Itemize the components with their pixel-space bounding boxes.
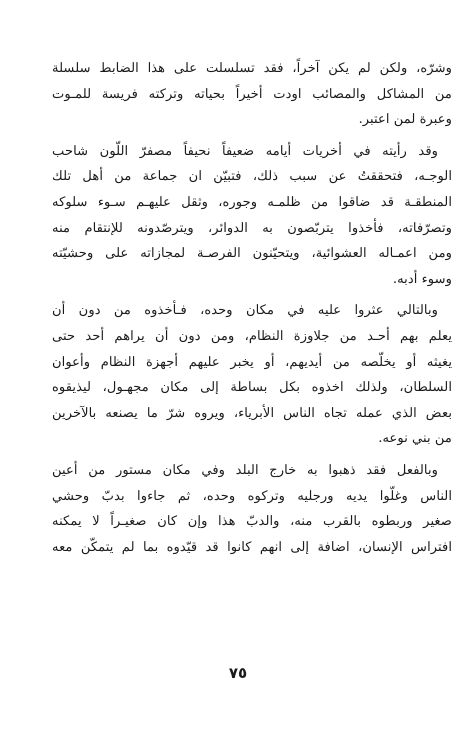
body-text <box>52 56 452 560</box>
text-line: من المشاكل والمصائب اودت أخيراً بحياته وتركته فريسة للمـوت <box>52 86 452 102</box>
text-line: الناس وغلّوا يديه ورجليه وتركوه وحده، ثم جاءوا بدبّ وحشي <box>52 488 452 504</box>
paragraph <box>52 298 452 452</box>
text-line: وبالتالي عثروا عليه في مكان وحده، فـأخذوه من دون أن <box>52 303 438 319</box>
text-line: ومن اعمـاله العشوائية، ويتحيّنون الفرصـة لمجازاته على وحشيّته <box>52 246 452 262</box>
text-line: وتصرّفاته، فأخذوا يتربّصون به الدوائر، ويترصّدونه للإنتقام منه <box>52 220 452 236</box>
text-line: يعلم بهم أحـد من جلاوزة النظام، ومن دون أن يراهم أحد حتى <box>52 328 452 344</box>
text-line: المنطقـة قد ضاقوا من ظلمـه وجوره، وثقل عليهـم سـوء سلوكه <box>52 194 452 210</box>
text-line: يغيثه أو يخلّصه من أيديهم، أو يخبر عليهم أجهزة النظام وأعوان <box>52 354 452 370</box>
text-line: وبالفعل فقد ذهبوا به خارج البلد وفي مكان مستور من أعين <box>52 462 438 478</box>
text-line: السلطان، ولذلك اخذوه بكل بساطة إلى مكان مجهـول، ليذيقوه <box>52 380 452 396</box>
paragraph <box>52 139 452 293</box>
paragraph <box>52 56 452 133</box>
text-line: من بني نوعه. <box>378 431 452 447</box>
text-line: وعبرة لمن اعتبر. <box>358 112 452 128</box>
paragraph <box>52 458 452 560</box>
text-line: افتراس الإنسان، اضافة إلى انهم كانوا قد قيّدوه بما لم يتمكّن معه <box>52 539 452 555</box>
text-line: بعض الذي عمله تجاه الناس الأبرياء، ويروه شرّ ما يصنعه بالآخرين <box>52 405 452 421</box>
text-line: وشرّه، ولكن لم يكن آخراً، فقد تسلسلت على هذا الضابط سلسلة <box>52 61 452 76</box>
text-line: صغير وربطوه بالقرب منه، والدبّ هذا وإن كان صغيـراً لا يمكنه <box>52 514 452 530</box>
text-line: الوجـه، فتحققتُ عن سبب ذلك، فتبيّن ان جماعة من أهل تلك <box>52 169 452 185</box>
text-line: وقد رأيته في أخريات أيامه ضعيفاً نحيفاً مصفرّ اللّون شاحب <box>52 143 438 159</box>
page-number: ٧٥ <box>228 664 248 682</box>
text-line: وسوء أدبه. <box>392 271 452 287</box>
